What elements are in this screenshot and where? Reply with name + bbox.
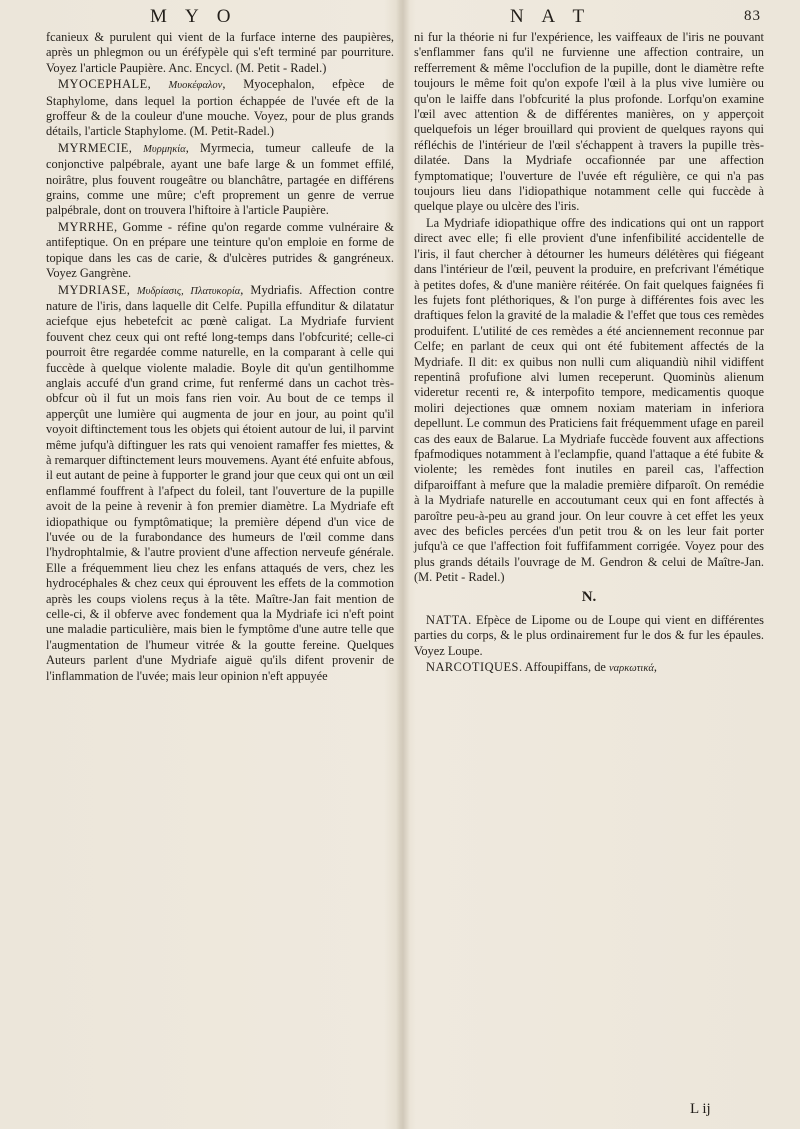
entry-head: NARCOTIQUES [426,660,519,675]
entry-greek: ναρκωτικά [609,663,654,675]
entry-greek: Μυοκέφαλον [168,80,223,92]
gutter-shadow [396,0,410,1129]
entry-paragraph: La Mydriafe idiopathique offre des indications qui ont un rapport direct avec elle; fi elle provient d'une infenfibilité accidentelle de l'iris, il faut chercher à détourner les humeurs délétères qui fiégeant dans l'intérieur de l'œil, peuvent la produire, en prefcrivant l'émétique à petites dofes, & d'une manière réitérée. On fait quelques faignées fi les fujets font pléthoriques, & l'on purge à différentes fois avec les draftiques felon la gravité de la maladie & l'effet que tous ces remèdes produifent. L'utilité de ces remèdes a été anciennement reconnue par Celfe; en parlant de ceux qui ont été fubitement affectés de la Mydriafe. Il dit: ex quibus non nulli cum aliquandiù nihil vidiffent repentinâ profufione alvi lumen receperunt. Quominùs alienum videretur recenti re, & interpofito tempore, medicamentis quoque moliri dejectiones quæ omnem noxiam materiam in inferiora depellunt. Le commun des Praticiens fait fréquemment ufage en pareil cas des eaux de Balarue. La Mydriafe fuccède fouvent aux affections fpafmodiques notamment à l'eclampfie, quand l'attaque a été fubite & violente; les remèdes font inutiles en pareil cas, l'affection difparoiffant à mefure que la maladie première difparoît. On remédie à la Mydriafe naturelle en accoutumant ceux qui en font affectés à paroître peu-à-peu au grand jour. On leur couvre à cet effet les yeux avec des beficles percées d'un petit trou & on les leur fait porter jufqu'à ce que l'affection foit fuffifamment corrigée. Voyez pour des plus grands détails l'ouvrage de M. Gendron & celui de Maître-Jan. (M. Petit - Radel.) [414,215,764,585]
entry-paragraph: ni fur la théorie ni fur l'expérience, les vaiffeaux de l'iris ne pouvant s'enflammer fans qu'il ne furvienne une affection contraire, un refferrement & même l'occlufion de la pupille, dont le diamètre refte toujours le même foit qu'on expofe l'œil à la plus vive lumière ou qu'on le laiffe dans l'obfcurité la plus profonde. Lorfqu'on examine l'œil avec attention & de différentes manières, on y apperçoit quelquefois un léger brouillard qui provient de quelques rayons qui réfléchis de l'intérieur de l'œil s'échappent à travers la pupille très-dilatée. Dans la Mydriafe occafionnée par une affection fymptomatique; l'ouverture de l'uvée eft régulière, ce qui n'a pas toujours lieu dans l'idiopathique notamment celle qui fuccède à quelque playe ou ulcère des l'iris. [414,30,764,214]
left-column [46,30,394,685]
entry-narcotiques: NARCOTIQUES. Affoupiffans, de ναρκωτικά, [426,660,658,675]
entry-greek: Μυδρίασις, Πλατυκορία [136,285,241,297]
right-column [414,30,764,678]
running-head-right: N A T [510,6,592,27]
entry-head: MYOCEPHALE [58,77,148,92]
signature-mark: L ij [690,1101,711,1117]
entry-mydriase: MYDRIASE, Μυδρίασις, Πλατυκορία, Mydriafis. Affection contre nature de l'iris, dans laquelle dit Celfe. Pupilla effunditur & dilatatur aciefque ejus hebetefcit ac pœnè caligat. La Mydriafe furvient fouvent chez ceux qui ont refté long-temps dans l'obfcurité; celle-ci pourroit être regardée comme naturelle, en la comparant à celle qui fuccède à quelque violente maladie. Boyle dit qu'un gentilhomme anglais accufé d'un grand crime, fut renfermé dans un cachot très-obfcur où il fut un mois fans rien voir. Au bout de ce temps il apperçût une lumière qui augmenta de jour en jour, au point qu'il voyoit diftinctement tous les objets qui étoient autour de lui, il parvint même jufqu'à diftinguer les rats qui venoient ramaffer fes miettes, & à remarquer diftinctement leurs mouvemens. Ayant été enfuite abfous, il eut autant de peine à fupporter le grand jour que ceux qui ont un œil enflammé fouffrent à l'afpect du foleil, tant l'ouverture de la pupille avoit de la peine à revenir à fon premier diamètre. La Mydriafe eft idiopathique ou fymptômatique; la première dépend d'un vice de l'uvée ou de la furabondance des humeurs de l'œil comme dans l'hydrophtalmie, & l'autre provient d'une affection nerveufe générale. Elle a fréquemment lieu chez les enfans attaqués de vers, chez les hydrocéphales & chez ceux qui éprouvent les effets de la commotion après les coups violens reçus à la tête. Maître-Jan fait mention de celle-ci, & il obferve avec fondement qua la Mydriafe ici n'eft point une maladie particulière, mais bien le fymptôme d'une autre telle que l'augmentation de l'humeur vitrée & la goutte fereine. Quelques Auteurs parlent d'une Mydriafe aiguë qu'ils difent provenir de l'inflammation de l'uvée; mais leur opinion n'eft appuyée [46,282,394,683]
entry-myrrhe: MYRRHE, Gomme - réfine qu'on regarde comme vulnéraire & antifeptique. On en prépare une teinture qu'on emploie en forme de topique dans les cas de carie, & d'ulcères putrides & gangréneux. Voyez Gangrène. [46,219,394,281]
page-number: 83 [744,8,761,24]
entry-natta: NATTA. Efpèce de Lipome ou de Loupe qui vient en différentes parties du corps, & le plus ordinairement fur le dos & fur les épaules. Voyez Loupe. [414,613,764,658]
running-head-left: M Y O [150,6,238,27]
entry-paragraph: fcanieux & purulent qui vient de la furface interne des paupières, après un phlegmon ou un éréfypèle qui s'eft terminé par pourriture. Voyez l'article Paupière. Anc. Encycl. (M. Petit - Radel.) [46,30,394,75]
entry-greek: Μυρμηκία [143,143,186,155]
entry-head: NATTA [426,613,469,628]
entry-head: MYRMECIE [58,140,129,155]
running-head [0,6,800,30]
entry-head: MYDRIASE [58,282,127,297]
entry-myocephale: MYOCEPHALE, Μυοκέφαλον, Myocephalon, efpèce de Staphylome, dans lequel la portion échappée de l'uvée eft de la groffeur & de la couleur d'une mouche. Voyez, pour de plus grands détails, l'article Staphylome. (M. Petit-Radel.) [46,77,394,139]
section-letter: N. [581,588,597,605]
entry-myrmecie: MYRMECIE, Μυρμηκία, Myrmecia, tumeur calleufe de la conjonctive palpébrale, ayant une bafe large & un fommet effilé, noirâtre, plus fouvent rougeâtre ou blanchâtre, partagée en différens grains, comme une mûre; c'eft proprement un genre de verrue palpébrale, dont on trouvera l'hiftoire à l'article Paupière. [46,140,394,218]
entry-head: MYRRHE [58,219,115,234]
